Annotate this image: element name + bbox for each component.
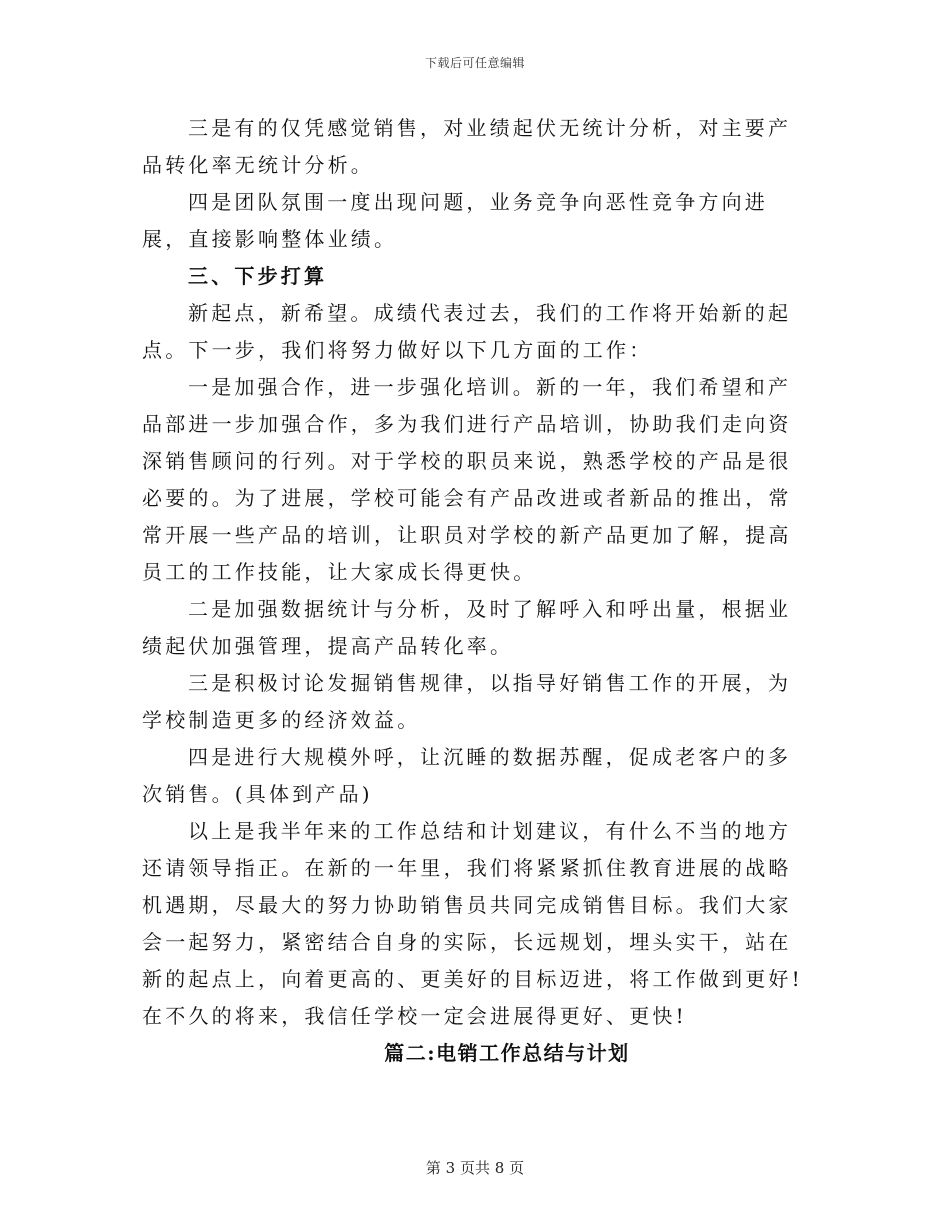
paragraph-point-three: 三是有的仅凭感觉销售，对业绩起伏无统计分析，对主要产品转化率无统计分析。 — [142, 116, 792, 177]
paragraph-plan-four: 四是进行大规模外呼，让沉睡的数据苏醒，促成老客户的多次销售。(具体到产品) — [142, 745, 792, 806]
paragraph-new-start: 新起点，新希望。成绩代表过去，我们的工作将开始新的起点。下一步，我们将努力做好以下几方面的工作： — [142, 301, 792, 362]
document-body — [142, 110, 806, 1072]
paragraph-plan-one: 一是加强合作，进一步强化培训。新的一年，我们希望和产品部进一步加强合作，多为我们进行产品培训，协助我们走向资深销售顾问的行列。对于学校的职员来说，熟悉学校的产品是很必要的。为了进展，学校可能会有产品改进或者新品的推出，常常开展一些产品的培训，让职员对学校的新产品更加了解，提高员工的工作技能，让大家成长得更快。 — [142, 375, 792, 584]
page-header: 下载后可任意编辑 — [424, 56, 525, 70]
paragraph-point-four: 四是团队氛围一度出现问题，业务竞争向恶性竞争方向进展，直接影响整体业绩。 — [142, 190, 768, 251]
paragraph-plan-three: 三是积极讨论发掘销售规律，以指导好销售工作的开展，为学校制造更多的经济效益。 — [142, 671, 792, 732]
section-heading-next-steps: 三、下步打算 — [188, 264, 328, 288]
page-number: 第 3 页共 8 页 — [425, 1159, 525, 1177]
chapter-title: 篇二:电销工作总结与计划 — [384, 1041, 630, 1065]
paragraph-plan-two: 二是加强数据统计与分析，及时了解呼入和呼出量，根据业绩起伏加强管理，提高产品转化率。 — [142, 597, 792, 658]
paragraph-conclusion: 以上是我半年来的工作总结和计划建议，有什么不当的地方还请领导指正。在新的一年里，我们将紧紧抓住教育进展的战略机遇期，尽最大的努力协助销售员共同完成销售目标。我们大家会一起努力，紧密结合自身的实际，长远规划，埋头实干，站在新的起点上，向着更高的、更美好的目标迈进，将工作做到更好!在不久的将来，我信任学校一定会进展得更好、更快! — [142, 819, 803, 1028]
